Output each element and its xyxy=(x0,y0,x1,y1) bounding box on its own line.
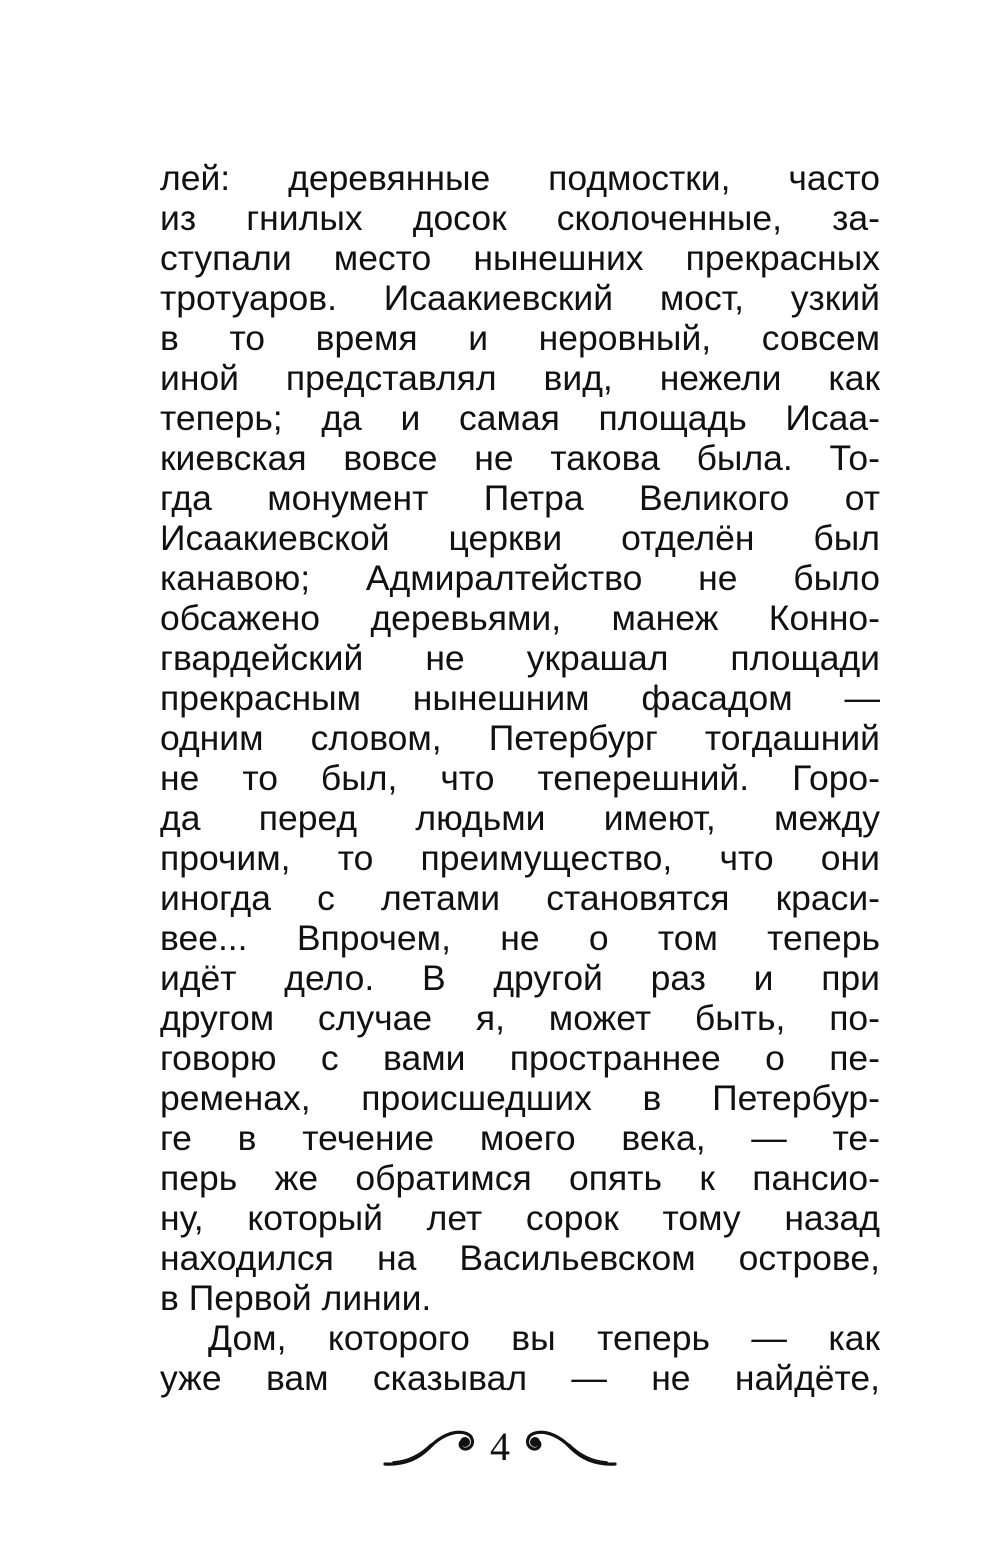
text-line: гда монумент Петра Великого от xyxy=(160,478,880,518)
text-line: обсажено деревьями, манеж Конно- xyxy=(160,598,880,638)
text-line: киевская вовсе не такова была. То- xyxy=(160,438,880,478)
text-line: не то был, что теперешний. Горо- xyxy=(160,758,880,798)
text-line: иной представлял вид, нежели как xyxy=(160,358,880,398)
text-line: в то время и неровный, совсем xyxy=(160,318,880,358)
text-line: перь же обратимся опять к пансио- xyxy=(160,1158,880,1198)
text-line: уже вам сказывал — не найдёте, xyxy=(160,1358,880,1398)
right-scroll-ornament-icon xyxy=(522,1424,617,1470)
text-line: вее... Впрочем, не о том теперь xyxy=(160,918,880,958)
text-line: ременах, происшедших в Петербур- xyxy=(160,1078,880,1118)
text-line: да перед людьми имеют, между xyxy=(160,798,880,838)
text-line: лей: деревянные подмостки, часто xyxy=(160,158,880,198)
text-line: иногда с летами становятся краси- xyxy=(160,878,880,918)
text-line: из гнилых досок сколоченные, за- xyxy=(160,198,880,238)
text-line: другом случае я, может быть, по- xyxy=(160,998,880,1038)
text-line: говорю с вами пространнее о пе- xyxy=(160,1038,880,1078)
text-line: находился на Васильевском острове, xyxy=(160,1238,880,1278)
page-number: 4 xyxy=(490,1424,510,1469)
text-line: ну, который лет сорок тому назад xyxy=(160,1198,880,1238)
text-line: теперь; да и самая площадь Исаа- xyxy=(160,398,880,438)
paragraph-last-line: в Первой линии. xyxy=(160,1278,432,1318)
text-line: тротуаров. Исаакиевский мост, узкий xyxy=(160,278,880,318)
text-line: канавою; Адмиралтейство не было xyxy=(160,558,880,598)
body-text xyxy=(160,158,880,1398)
page-footer xyxy=(0,1417,1000,1477)
text-line: идёт дело. В другой раз и при xyxy=(160,958,880,998)
text-line: прочим, то преимущество, что они xyxy=(160,838,880,878)
text-line: ге в течение моего века, — те- xyxy=(160,1118,880,1158)
text-line: прекрасным нынешним фасадом — xyxy=(160,678,880,718)
text-line: гвардейский не украшал площади xyxy=(160,638,880,678)
text-line: Исаакиевской церкви отделён был xyxy=(160,518,880,558)
text-line: одним словом, Петербург тогдашний xyxy=(160,718,880,758)
left-scroll-ornament-icon xyxy=(383,1424,478,1470)
paragraph-first-line: Дом, которого вы теперь — как xyxy=(208,1318,880,1358)
text-line: ступали место нынешних прекрасных xyxy=(160,238,880,278)
